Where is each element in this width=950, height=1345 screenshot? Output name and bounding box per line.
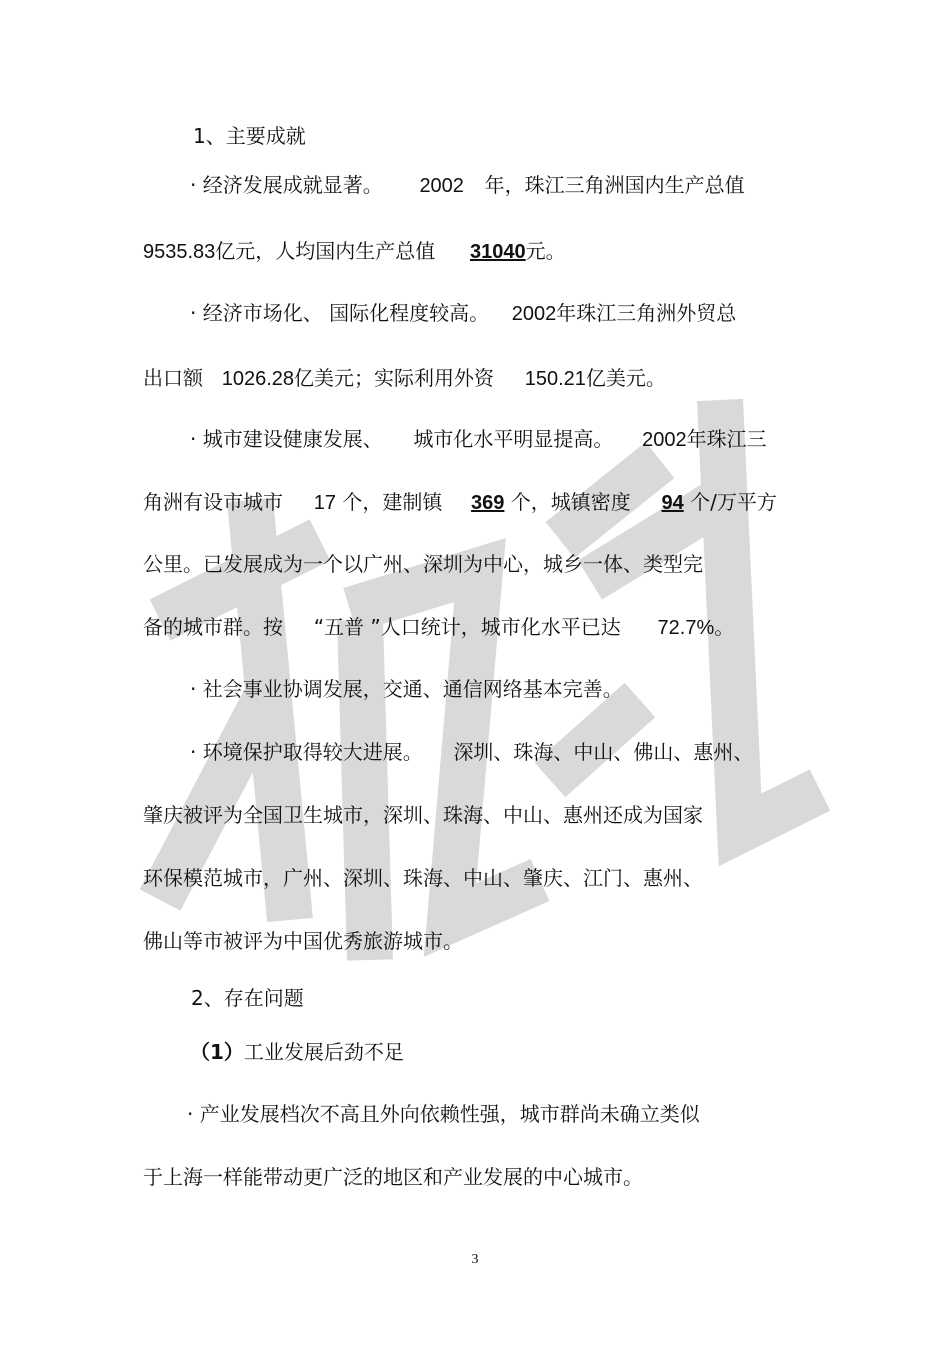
text-span: · 环境保护取得较大进展。 xyxy=(190,740,423,764)
paragraph-line: 肇庆被评为全国卫生城市，深圳、珠海、中山、惠州还成为国家 xyxy=(143,803,703,827)
paragraph-line: 公里。已发展成为一个以广州、深圳为中心，城乡一体、类型完 xyxy=(143,552,703,576)
paragraph-line: 于上海一样能带动更广泛的地区和产业发展的中心城市。 xyxy=(143,1165,643,1189)
highlighted-value: 369 xyxy=(471,492,505,514)
paragraph-line xyxy=(190,173,745,198)
paragraph-line xyxy=(143,239,566,264)
paragraph-line xyxy=(190,301,736,326)
highlighted-value: 94 xyxy=(661,492,684,514)
page-number: 3 xyxy=(471,1252,479,1267)
text-span: 备的城市群。按 xyxy=(143,615,283,639)
paragraph-line xyxy=(190,740,753,764)
section-heading: 2、存在问题 xyxy=(191,986,304,1010)
subsection-heading xyxy=(190,1040,404,1064)
paragraph-line: 佛山等市被评为中国优秀旅游城市。 xyxy=(143,929,463,953)
year-value: 2002 xyxy=(419,175,464,197)
paragraph-line xyxy=(143,366,666,391)
text-span: 个，城镇密度 xyxy=(510,490,631,514)
text-span: 个/万平方 xyxy=(690,490,777,514)
section-heading: 1、主要成就 xyxy=(193,124,306,148)
text-span: 亿元，人均国内生产总值 xyxy=(215,239,436,263)
text-span: 城市化水平明显提高。 xyxy=(413,427,614,451)
text-span: 深圳、珠海、中山、佛山、惠州、 xyxy=(453,740,754,764)
text-span: “五普 ”人口统计，城市化水平已达 xyxy=(313,615,621,639)
text-span: 亿美元。 xyxy=(585,366,666,390)
paragraph-line: · 产业发展档次不高且外向依赖性强，城市群尚未确立类似 xyxy=(187,1102,700,1126)
text-span: 元。 xyxy=(525,239,566,263)
paragraph-line: 环保模范城市，广州、深圳、珠海、中山、肇庆、江门、惠州、 xyxy=(143,866,703,890)
year-value: 2002 xyxy=(642,429,687,451)
paragraph-line: · 社会事业协调发展，交通、通信网络基本完善。 xyxy=(190,677,623,701)
text-span: · 经济市场化、 国际化程度较高。 xyxy=(190,301,490,325)
highlighted-value: 31040 xyxy=(470,241,526,263)
text-span: 年，珠江三角洲国内生产总值 xyxy=(484,173,745,197)
gdp-value: 9535.83 xyxy=(143,241,216,263)
year-value: 2002 xyxy=(511,303,557,325)
paragraph-line xyxy=(190,427,767,452)
city-count-value: 17 xyxy=(313,492,336,514)
text-span: 亿美元；实际利用外资 xyxy=(294,366,495,390)
text-span: · 经济发展成就显著。 xyxy=(190,173,383,197)
investment-value: 150.21 xyxy=(524,368,586,390)
subsection-number: （1） xyxy=(190,1040,244,1064)
text-span: 出口额 xyxy=(143,366,203,390)
text-span: 个，建制镇 xyxy=(342,490,443,514)
text-span: 年珠江三 xyxy=(686,427,767,451)
paragraph-line xyxy=(143,490,777,515)
text-span: · 城市建设健康发展、 xyxy=(190,427,383,451)
urbanization-value: 72.7%。 xyxy=(657,617,735,639)
export-value: 1026.28 xyxy=(221,368,295,390)
text-span: 年珠江三角洲外贸总 xyxy=(556,301,737,325)
text-span: 工业发展后劲不足 xyxy=(243,1040,404,1064)
text-span: 角洲有设市城市 xyxy=(143,490,283,514)
paragraph-line xyxy=(143,615,734,640)
